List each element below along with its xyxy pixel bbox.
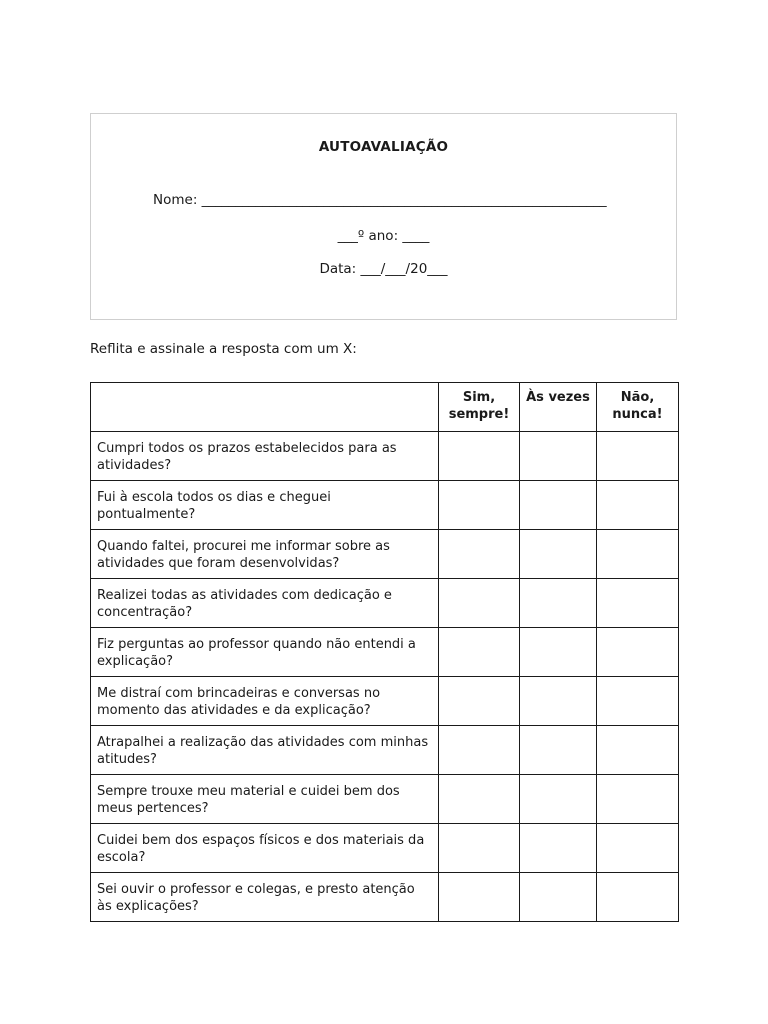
- answer-cell-nao[interactable]: [597, 530, 679, 579]
- question-cell: Cuidei bem dos espaços físicos e dos materiais da escola?: [91, 824, 439, 873]
- question-cell: Me distraí com brincadeiras e conversas no momento das atividades e da explicação?: [91, 677, 439, 726]
- answer-cell-sim[interactable]: [439, 775, 520, 824]
- answer-cell-sim[interactable]: [439, 677, 520, 726]
- answer-cell-nao[interactable]: [597, 628, 679, 677]
- answer-cell-as-vezes[interactable]: [520, 775, 597, 824]
- self-assessment-table: [90, 382, 679, 922]
- answer-cell-sim[interactable]: [439, 824, 520, 873]
- answer-cell-sim[interactable]: [439, 579, 520, 628]
- ano-field[interactable]: ___º ano: ____: [337, 228, 430, 244]
- data-field[interactable]: Data: ___/___/20___: [319, 261, 448, 277]
- answer-cell-sim[interactable]: [439, 628, 520, 677]
- table-row: [91, 677, 679, 726]
- answer-cell-as-vezes[interactable]: [520, 677, 597, 726]
- answer-cell-sim[interactable]: [439, 530, 520, 579]
- question-cell: Atrapalhei a realização das atividades com minhas atitudes?: [91, 726, 439, 775]
- answer-cell-nao[interactable]: [597, 726, 679, 775]
- answer-cell-sim[interactable]: [439, 481, 520, 530]
- header-box: [90, 113, 677, 320]
- table-row: [91, 530, 679, 579]
- header-cell-as-vezes: Às vezes: [520, 383, 597, 432]
- page-title: AUTOAVALIAÇÃO: [318, 139, 449, 155]
- answer-cell-nao[interactable]: [597, 432, 679, 481]
- answer-cell-as-vezes[interactable]: [520, 481, 597, 530]
- table-row: [91, 824, 679, 873]
- table-header-row: [91, 383, 679, 432]
- answer-cell-sim[interactable]: [439, 726, 520, 775]
- answer-cell-sim[interactable]: [439, 432, 520, 481]
- answer-cell-nao[interactable]: [597, 824, 679, 873]
- answer-cell-as-vezes[interactable]: [520, 432, 597, 481]
- nome-field[interactable]: Nome: ____________________________________________________________: [153, 192, 607, 208]
- question-cell: Fiz perguntas ao professor quando não entendi a explicação?: [91, 628, 439, 677]
- answer-cell-as-vezes[interactable]: [520, 726, 597, 775]
- answer-cell-as-vezes[interactable]: [520, 628, 597, 677]
- answer-cell-sim[interactable]: [439, 873, 520, 922]
- answer-cell-nao[interactable]: [597, 677, 679, 726]
- table-row: [91, 579, 679, 628]
- table-row: [91, 628, 679, 677]
- answer-cell-nao[interactable]: [597, 579, 679, 628]
- question-cell: Cumpri todos os prazos estabelecidos para as atividades?: [91, 432, 439, 481]
- answer-cell-nao[interactable]: [597, 481, 679, 530]
- instruction-text: Reflita e assinale a resposta com um X:: [90, 341, 357, 357]
- answer-cell-nao[interactable]: [597, 873, 679, 922]
- question-cell: Quando faltei, procurei me informar sobre as atividades que foram desenvolvidas?: [91, 530, 439, 579]
- answer-cell-nao[interactable]: [597, 775, 679, 824]
- table-row: [91, 481, 679, 530]
- answer-cell-as-vezes[interactable]: [520, 530, 597, 579]
- table-row: [91, 775, 679, 824]
- question-cell: Fui à escola todos os dias e cheguei pontualmente?: [91, 481, 439, 530]
- answer-cell-as-vezes[interactable]: [520, 873, 597, 922]
- answer-cell-as-vezes[interactable]: [520, 579, 597, 628]
- header-cell-nao-nunca: Não, nunca!: [597, 383, 679, 432]
- question-cell: Sempre trouxe meu material e cuidei bem dos meus pertences?: [91, 775, 439, 824]
- answer-cell-as-vezes[interactable]: [520, 824, 597, 873]
- table-row: [91, 873, 679, 922]
- question-cell: Sei ouvir o professor e colegas, e presto atenção às explicações?: [91, 873, 439, 922]
- header-cell-sim-sempre: Sim, sempre!: [439, 383, 520, 432]
- question-cell: Realizei todas as atividades com dedicação e concentração?: [91, 579, 439, 628]
- table-row: [91, 726, 679, 775]
- header-cell-question: [91, 383, 439, 432]
- table-row: [91, 432, 679, 481]
